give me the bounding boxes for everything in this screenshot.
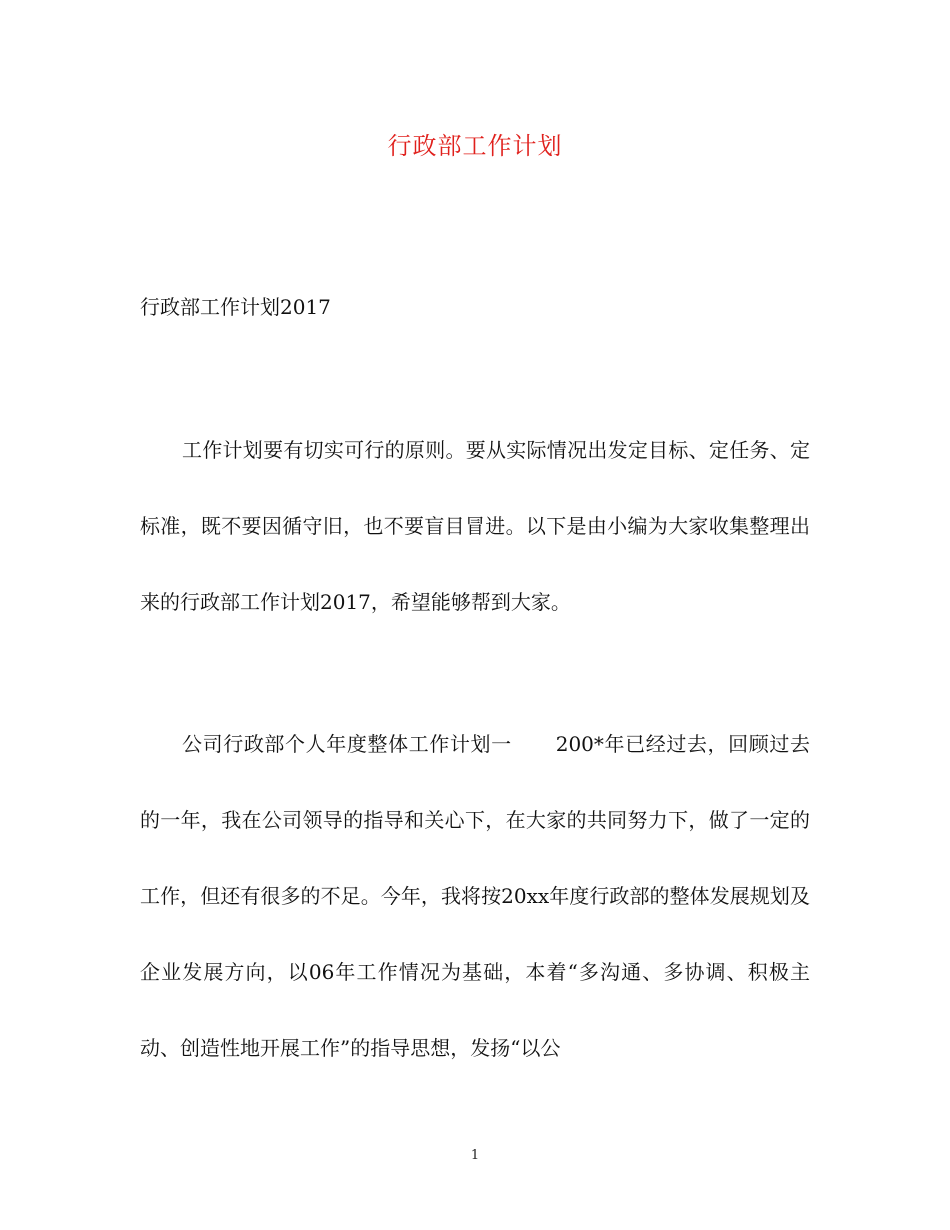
document-title: 行政部工作计划: [387, 132, 563, 160]
document-subtitle: 行政部工作计划2017: [140, 295, 331, 319]
intro-paragraph: 工作计划要有切实可行的原则。要从实际情况出发定目标、定任务、定标准，既不要因循守旧，也不要盲目冒进。以下是由小编为大家收集整理出来的行政部工作计划2017，希望能够帮到大家。: [140, 438, 810, 614]
plan-paragraph: [140, 706, 810, 1086]
plan-heading: 公司行政部个人年度整体工作计划一: [182, 732, 512, 756]
plan-body: 200*年已经过去，回顾过去的一年，我在公司领导的指导和关心下，在大家的共同努力下，做了一定的工作，但还有很多的不足。今年，我将按20xx年度行政部的整体发展规划及企业发展方向，以06年工作情况为基础，本着“多沟通、多协调、积极主动、创造性地开展工作”的指导思想，发扬“以公: [140, 732, 810, 1060]
page-number: 1: [470, 1148, 480, 1163]
